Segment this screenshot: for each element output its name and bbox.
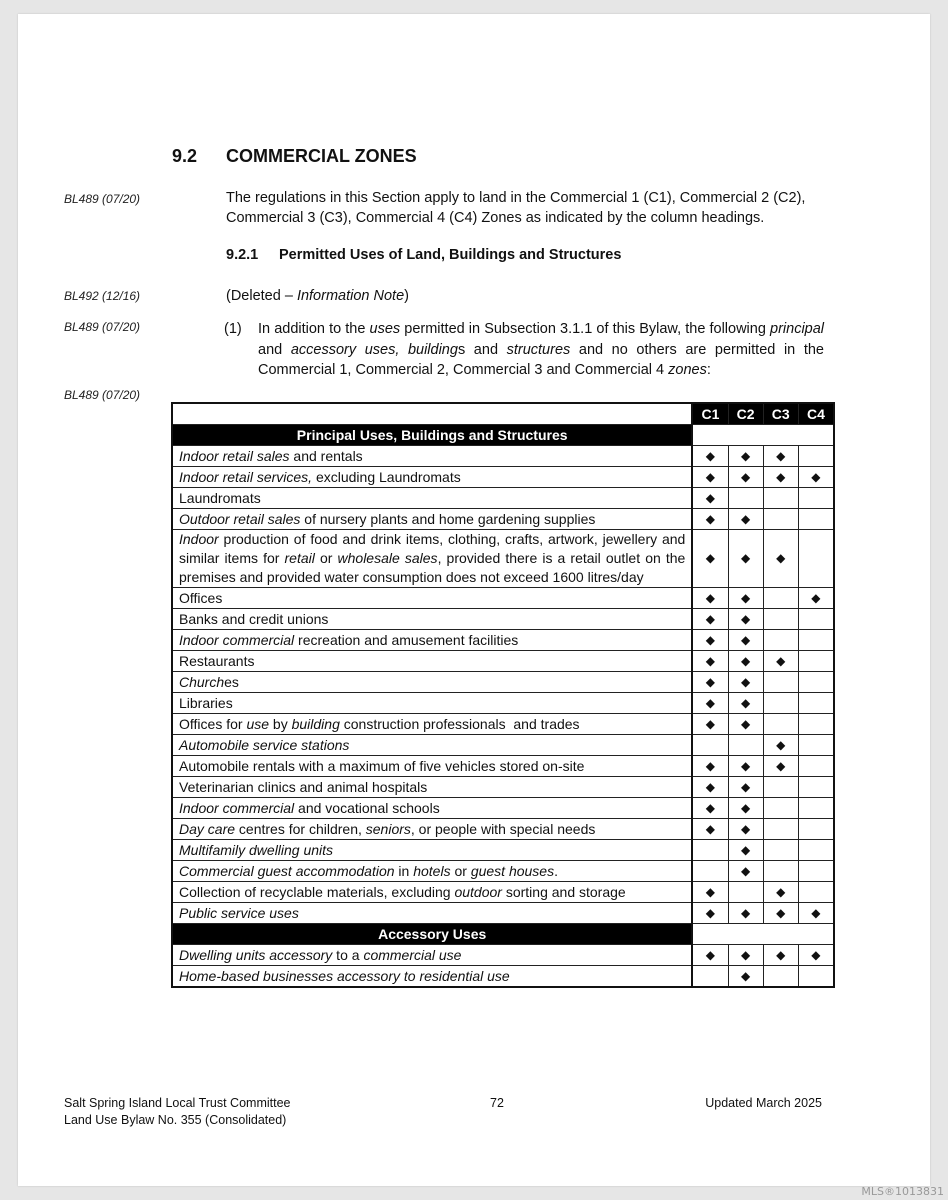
zone-mark: ◆ — [728, 446, 763, 467]
zone-mark — [798, 966, 834, 988]
zone-mark: ◆ — [763, 756, 798, 777]
zone-mark — [798, 630, 834, 651]
footer-org — [64, 1095, 291, 1129]
zone-mark — [763, 488, 798, 509]
permitted-uses-table — [171, 402, 835, 988]
table-row — [172, 966, 834, 988]
document-page — [18, 14, 930, 1186]
zone-mark: ◆ — [728, 903, 763, 924]
use-cell: Offices for use by building construction professionals and trades — [172, 714, 692, 735]
zone-mark — [763, 966, 798, 988]
use-cell: Indoor commercial recreation and amusement facilities — [172, 630, 692, 651]
margin-note: BL489 (07/20) — [64, 388, 141, 402]
footer-org-line2: Land Use Bylaw No. 355 (Consolidated) — [64, 1113, 287, 1127]
zone-mark: ◆ — [728, 777, 763, 798]
table-row — [172, 609, 834, 630]
zone-mark — [763, 509, 798, 530]
use-cell: Restaurants — [172, 651, 692, 672]
zone-mark — [798, 672, 834, 693]
table-row — [172, 693, 834, 714]
table-row — [172, 840, 834, 861]
zone-mark — [798, 798, 834, 819]
zone-mark — [798, 861, 834, 882]
zone-mark: ◆ — [728, 819, 763, 840]
table-row — [172, 882, 834, 903]
zone-mark — [763, 693, 798, 714]
use-cell: Multifamily dwelling units — [172, 840, 692, 861]
zone-mark: ◆ — [728, 651, 763, 672]
footer-page-number: 72 — [490, 1096, 504, 1110]
zone-mark — [798, 819, 834, 840]
zone-mark: ◆ — [728, 756, 763, 777]
zone-mark: ◆ — [728, 945, 763, 966]
zone-mark: ◆ — [692, 882, 728, 903]
use-cell: Collection of recyclable materials, excluding outdoor sorting and storage — [172, 882, 692, 903]
zone-header-c4: C4 — [798, 403, 834, 425]
use-cell: Indoor commercial and vocational schools — [172, 798, 692, 819]
zone-mark — [692, 966, 728, 988]
zone-mark — [798, 693, 834, 714]
section-title: COMMERCIAL ZONES — [226, 146, 417, 166]
table-row — [172, 488, 834, 509]
table-row — [172, 714, 834, 735]
zone-mark — [763, 630, 798, 651]
category-blank — [692, 924, 834, 945]
zone-mark: ◆ — [763, 467, 798, 488]
zone-mark — [798, 609, 834, 630]
zone-mark — [692, 735, 728, 756]
use-cell: Offices — [172, 588, 692, 609]
table-row — [172, 530, 834, 588]
use-cell: Veterinarian clinics and animal hospitals — [172, 777, 692, 798]
zone-mark — [798, 446, 834, 467]
zone-mark — [798, 777, 834, 798]
zone-mark: ◆ — [728, 672, 763, 693]
zone-mark: ◆ — [692, 530, 728, 588]
zone-mark — [763, 672, 798, 693]
item-number: (1) — [224, 321, 242, 337]
use-cell: Day care centres for children, seniors, or people with special needs — [172, 819, 692, 840]
zone-mark: ◆ — [692, 819, 728, 840]
table-row — [172, 467, 834, 488]
zone-mark — [798, 530, 834, 588]
zone-mark: ◆ — [692, 609, 728, 630]
zone-mark: ◆ — [728, 530, 763, 588]
zone-mark — [763, 714, 798, 735]
table-row — [172, 588, 834, 609]
zone-mark — [728, 735, 763, 756]
zone-mark: ◆ — [728, 966, 763, 988]
item-text: In addition to the uses permitted in Subsection 3.1.1 of this Bylaw, the following principal and accessory uses, buildings and structures and no others are permitted in the Commercial 1, Commercial 2, Commercial 3 and Commercial 4 zones: — [258, 321, 825, 378]
table-row — [172, 651, 834, 672]
zone-mark: ◆ — [798, 945, 834, 966]
table-row — [172, 798, 834, 819]
zone-mark: ◆ — [728, 693, 763, 714]
zone-mark — [692, 861, 728, 882]
footer-updated: Updated March 2025 — [705, 1096, 822, 1110]
category-heading-accessory: Accessory Uses — [172, 924, 692, 945]
zone-mark: ◆ — [763, 735, 798, 756]
zone-mark — [798, 488, 834, 509]
zone-mark: ◆ — [692, 509, 728, 530]
table-row — [172, 735, 834, 756]
zone-mark: ◆ — [692, 488, 728, 509]
zone-mark — [692, 840, 728, 861]
footer-org-line1: Salt Spring Island Local Trust Committee — [64, 1096, 291, 1110]
zone-mark: ◆ — [798, 588, 834, 609]
zone-mark — [798, 840, 834, 861]
zone-mark — [798, 735, 834, 756]
subsection-title: Permitted Uses of Land, Buildings and Structures — [279, 247, 622, 263]
zone-mark — [763, 609, 798, 630]
margin-note: BL489 (07/20) — [64, 192, 141, 206]
table-header-row — [172, 403, 834, 425]
zone-mark: ◆ — [728, 467, 763, 488]
zone-mark: ◆ — [728, 609, 763, 630]
table-row — [172, 446, 834, 467]
zone-mark: ◆ — [798, 467, 834, 488]
table-row — [172, 509, 834, 530]
zone-mark — [798, 756, 834, 777]
margin-note: BL489 (07/20) — [64, 320, 141, 334]
zone-mark: ◆ — [692, 903, 728, 924]
header-blank — [172, 403, 692, 425]
zone-mark: ◆ — [692, 693, 728, 714]
subsection-number: 9.2.1 — [226, 247, 259, 263]
zone-mark: ◆ — [728, 630, 763, 651]
zone-mark — [763, 861, 798, 882]
use-cell: Outdoor retail sales of nursery plants and home gardening supplies — [172, 509, 692, 530]
zone-mark — [763, 819, 798, 840]
table-row — [172, 861, 834, 882]
margin-note: BL492 (12/16) — [64, 289, 141, 303]
zone-mark: ◆ — [692, 714, 728, 735]
zone-mark: ◆ — [692, 467, 728, 488]
category-row — [172, 924, 834, 945]
zone-mark: ◆ — [728, 509, 763, 530]
zone-mark: ◆ — [728, 840, 763, 861]
category-blank — [692, 425, 834, 446]
use-cell: Laundromats — [172, 488, 692, 509]
zone-mark: ◆ — [763, 651, 798, 672]
zone-mark — [798, 714, 834, 735]
use-cell: Churches — [172, 672, 692, 693]
table-row — [172, 903, 834, 924]
zone-mark: ◆ — [728, 798, 763, 819]
use-cell: Home-based businesses accessory to residential use — [172, 966, 692, 988]
zone-mark — [798, 651, 834, 672]
zone-mark — [763, 798, 798, 819]
zone-mark — [728, 882, 763, 903]
zone-mark: ◆ — [692, 446, 728, 467]
table-row — [172, 945, 834, 966]
category-heading-principal: Principal Uses, Buildings and Structures — [172, 425, 692, 446]
use-cell: Public service uses — [172, 903, 692, 924]
use-cell: Libraries — [172, 693, 692, 714]
zone-mark: ◆ — [692, 588, 728, 609]
table-row — [172, 819, 834, 840]
table-row — [172, 777, 834, 798]
use-cell: Automobile rentals with a maximum of five vehicles stored on-site — [172, 756, 692, 777]
zone-mark: ◆ — [692, 630, 728, 651]
zone-mark: ◆ — [728, 861, 763, 882]
zone-mark: ◆ — [692, 777, 728, 798]
table-row — [172, 756, 834, 777]
zone-mark: ◆ — [692, 798, 728, 819]
zone-mark: ◆ — [763, 945, 798, 966]
zone-mark — [728, 488, 763, 509]
zone-header-c2: C2 — [728, 403, 763, 425]
intro-paragraph: The regulations in this Section apply to land in the Commercial 1 (C1), Commercial 2 (C2), Commercial 3 (C3), Commercial 4 (C4) Zones as indicated by the column headings. — [226, 190, 806, 226]
zone-mark: ◆ — [728, 588, 763, 609]
use-cell: Indoor retail sales and rentals — [172, 446, 692, 467]
use-cell: Indoor retail services, excluding Laundromats — [172, 467, 692, 488]
zone-mark: ◆ — [763, 903, 798, 924]
zone-mark: ◆ — [763, 882, 798, 903]
watermark: MLS®1013831 — [861, 1185, 944, 1198]
use-cell: Banks and credit unions — [172, 609, 692, 630]
use-cell: Automobile service stations — [172, 735, 692, 756]
zone-mark: ◆ — [763, 446, 798, 467]
zone-mark: ◆ — [728, 714, 763, 735]
zone-mark: ◆ — [692, 756, 728, 777]
zone-mark — [798, 882, 834, 903]
zone-mark: ◆ — [692, 945, 728, 966]
zone-mark: ◆ — [692, 651, 728, 672]
zone-mark: ◆ — [692, 672, 728, 693]
use-cell: Indoor production of food and drink items, clothing, crafts, artwork, jewellery and similar items for retail or wholesale sales, provided there is a retail outlet on the premises and provided water consumption does not exceed 1600 litres/day — [172, 530, 692, 588]
zone-mark — [763, 588, 798, 609]
deleted-note: (Deleted – Information Note) — [226, 288, 409, 304]
zone-mark — [763, 777, 798, 798]
use-cell: Commercial guest accommodation in hotels or guest houses. — [172, 861, 692, 882]
use-cell: Dwelling units accessory to a commercial use — [172, 945, 692, 966]
zone-mark: ◆ — [763, 530, 798, 588]
zone-header-c3: C3 — [763, 403, 798, 425]
table-row — [172, 630, 834, 651]
zone-mark — [763, 840, 798, 861]
category-row — [172, 425, 834, 446]
table-row — [172, 672, 834, 693]
section-number: 9.2 — [172, 146, 198, 166]
zone-header-c1: C1 — [692, 403, 728, 425]
zone-mark: ◆ — [798, 903, 834, 924]
zone-mark — [798, 509, 834, 530]
